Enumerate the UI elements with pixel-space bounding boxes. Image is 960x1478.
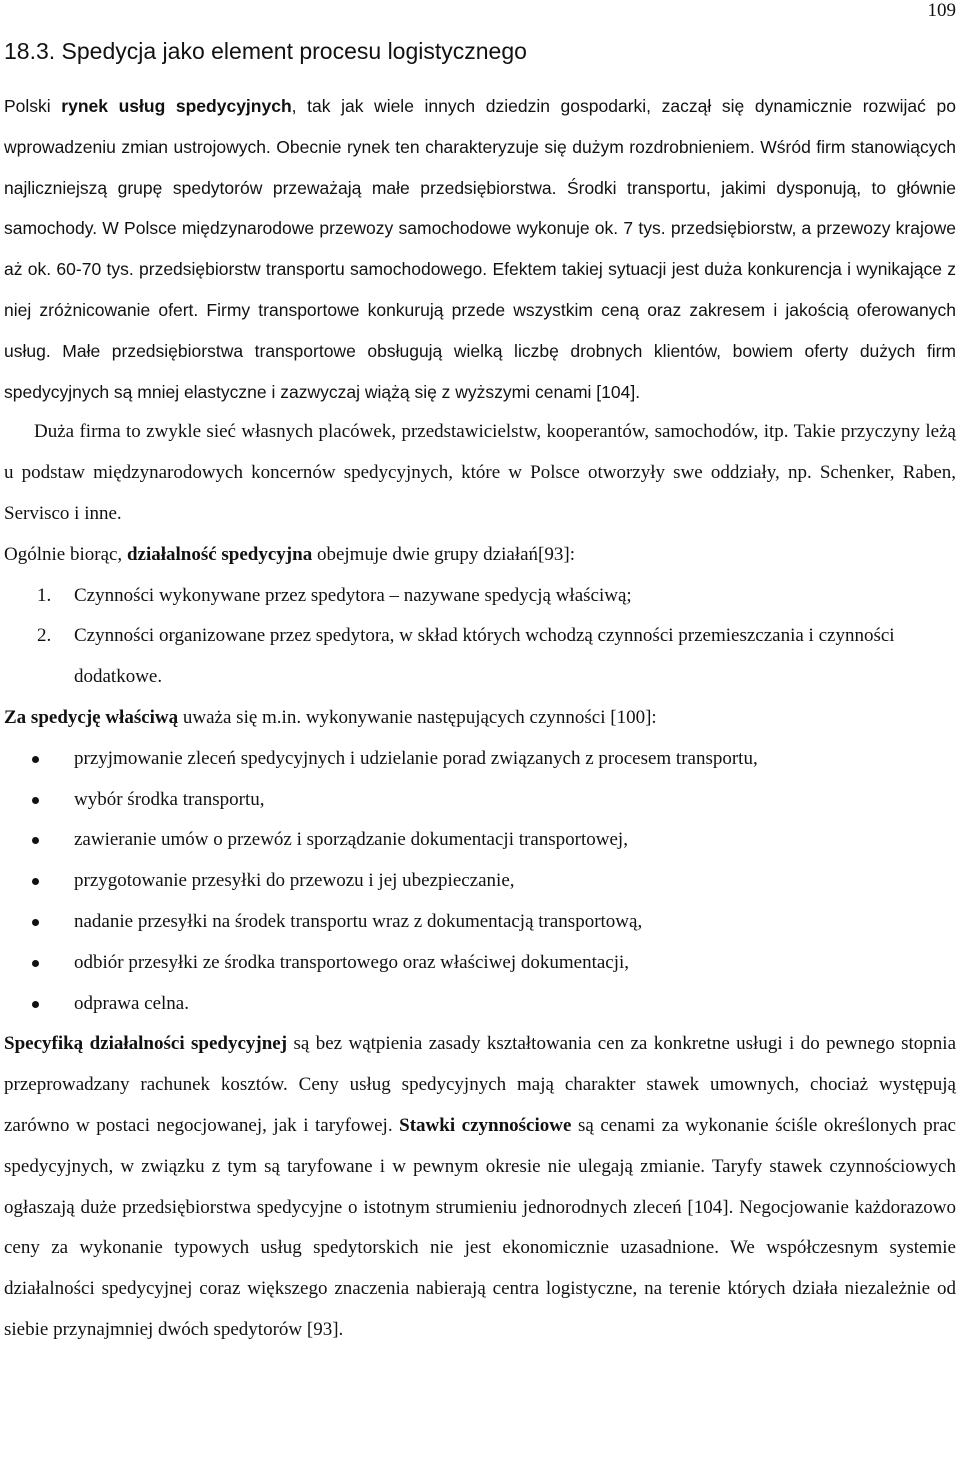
bullet-icon <box>32 756 39 763</box>
numbered-list <box>4 576 956 698</box>
list-item-text: przyjmowanie zleceń spedycyjnych i udzielanie porad związanych z procesem transportu, <box>74 747 758 769</box>
list-number: 1. <box>37 584 52 606</box>
list-item <box>4 616 956 698</box>
text-run: są bez wątpienia zasady kształtowania cen za konkretne usługi i do pewnego stopnia przeprowadzany rachunek kosztów. Ceny usług spedycyjnych mają charakter stawek umownych, chociaż występują zarówno w postaci negocjowanej, jak i taryfowej. <box>4 1033 956 1136</box>
bullet-list <box>4 739 956 1025</box>
list-item <box>4 739 956 780</box>
bullet-icon <box>32 837 39 844</box>
list-item <box>4 861 956 902</box>
bullet-icon <box>32 919 39 926</box>
bullet-icon <box>32 797 39 804</box>
list-item <box>4 820 956 861</box>
page-number: 109 <box>927 0 956 21</box>
bold-term: rynek usług spedycyjnych <box>61 96 292 116</box>
list-item <box>4 576 956 617</box>
bullet-icon <box>32 878 39 885</box>
paragraph-large-firms: Duża firma to zwykle sieć własnych placówek, przedstawicielstw, kooperantów, samochodów, itp. Takie przyczyny leżą u podstaw międzynarodowych koncernów spedycyjnych, które w Polsce otworzyły swe oddziały, np. Schenker, Raben, Servisco i inne. <box>4 421 956 524</box>
bold-term: Specyfiką działalności spedycyjnej <box>4 1033 288 1055</box>
paragraph-activity-groups <box>4 535 956 576</box>
bullet-icon <box>32 1001 39 1008</box>
list-item <box>4 780 956 821</box>
list-item <box>4 943 956 984</box>
list-item-text: wybór środka transportu, <box>74 788 265 810</box>
list-item <box>4 984 956 1025</box>
paragraph-market <box>4 86 956 412</box>
text-run: obejmuje dwie grupy działań[93]: <box>312 543 575 565</box>
list-item-text: odbiór przesyłki ze środka transportowego oraz właściwej dokumentacji, <box>74 951 630 973</box>
bold-term: Za spedycję właściwą <box>4 706 179 728</box>
list-number: 2. <box>37 625 52 647</box>
text-run: Polski <box>4 96 62 116</box>
list-item-text: odprawa celna. <box>74 992 189 1014</box>
bullet-icon <box>32 960 39 967</box>
list-item-text: Czynności organizowane przez spedytora, w skład których wchodzą czynności przemieszczania i czynności dodatkowe. <box>74 625 895 688</box>
text-run: są cenami za wykonanie ściśle określonych prac spedycyjnych, w związku z tym są taryfowane i w pewnym okresie nie ulegają zmianie. Taryfy stawek czynnościowych ogłaszają duże przedsiębiorstwa spedycyjne o istotnym strumieniu jednorodnych zleceń [104]. Negocjowanie każdorazowo ceny za wykonanie typowych usług spedytorskich nie jest ekonomicznie uzasadnione. We współczesnym systemie działalności spedycyjnej coraz większego znaczenia nabierają centra logistyczne, na terenie których działa niezależnie od siebie przynajmniej dwóch spedytorów [93]. <box>4 1114 956 1340</box>
section-heading: 18.3. Spedycja jako element procesu logistycznego <box>4 38 527 64</box>
list-item-text: zawieranie umów o przewóz i sporządzanie dokumentacji transportowej, <box>74 829 628 851</box>
paragraph-proper-forwarding <box>4 698 956 739</box>
list-item-text: Czynności wykonywane przez spedytora – nazywane spedycją właściwą; <box>74 584 632 606</box>
bold-term: działalność spedycyjna <box>126 543 313 565</box>
text-run: , tak jak wiele innych dziedzin gospodarki, zaczął się dynamicznie rozwijać po wprowadzeniu zmian ustrojowych. Obecnie rynek ten charakteryzuje się dużym rozdrobnieniem. Wśród firm stanowiących najliczniejszą grupę spedytorów przeważają małe przedsiębiorstwa. Środki transportu, jakimi dysponują, to głównie samochody. W Polsce międzynarodowe przewozy samochodowe wykonuje ok. 7 tys. przedsiębiorstw, a przewozy krajowe aż ok. 60-70 tys. przedsiębiorstw transportu samochodowego. Efektem takiej sytuacji jest duża konkurencja i wynikające z niej zróżnicowanie ofert. Firmy transportowe konkurują przede wszystkim ceną oraz zakresem i jakością oferowanych usług. Małe przedsiębiorstwa transportowe obsługują wielką liczbę drobnych klientów, bowiem oferty dużych firm spedycyjnych są mniej elastyczne i zazwyczaj wiążą się z wyższymi cenami [104]. <box>4 96 956 402</box>
list-item-text: przygotowanie przesyłki do przewozu i jej ubezpieczanie, <box>74 870 515 892</box>
bold-term: Stawki czynnościowe <box>399 1114 572 1136</box>
paragraph-pricing <box>4 1024 956 1350</box>
list-item <box>4 902 956 943</box>
body-text <box>4 86 956 1351</box>
text-run: Ogólnie biorąc, <box>4 543 127 565</box>
text-run: uważa się m.in. wykonywanie następujących czynności [100]: <box>178 706 657 728</box>
list-item-text: nadanie przesyłki na środek transportu wraz z dokumentacją transportową, <box>74 910 643 932</box>
